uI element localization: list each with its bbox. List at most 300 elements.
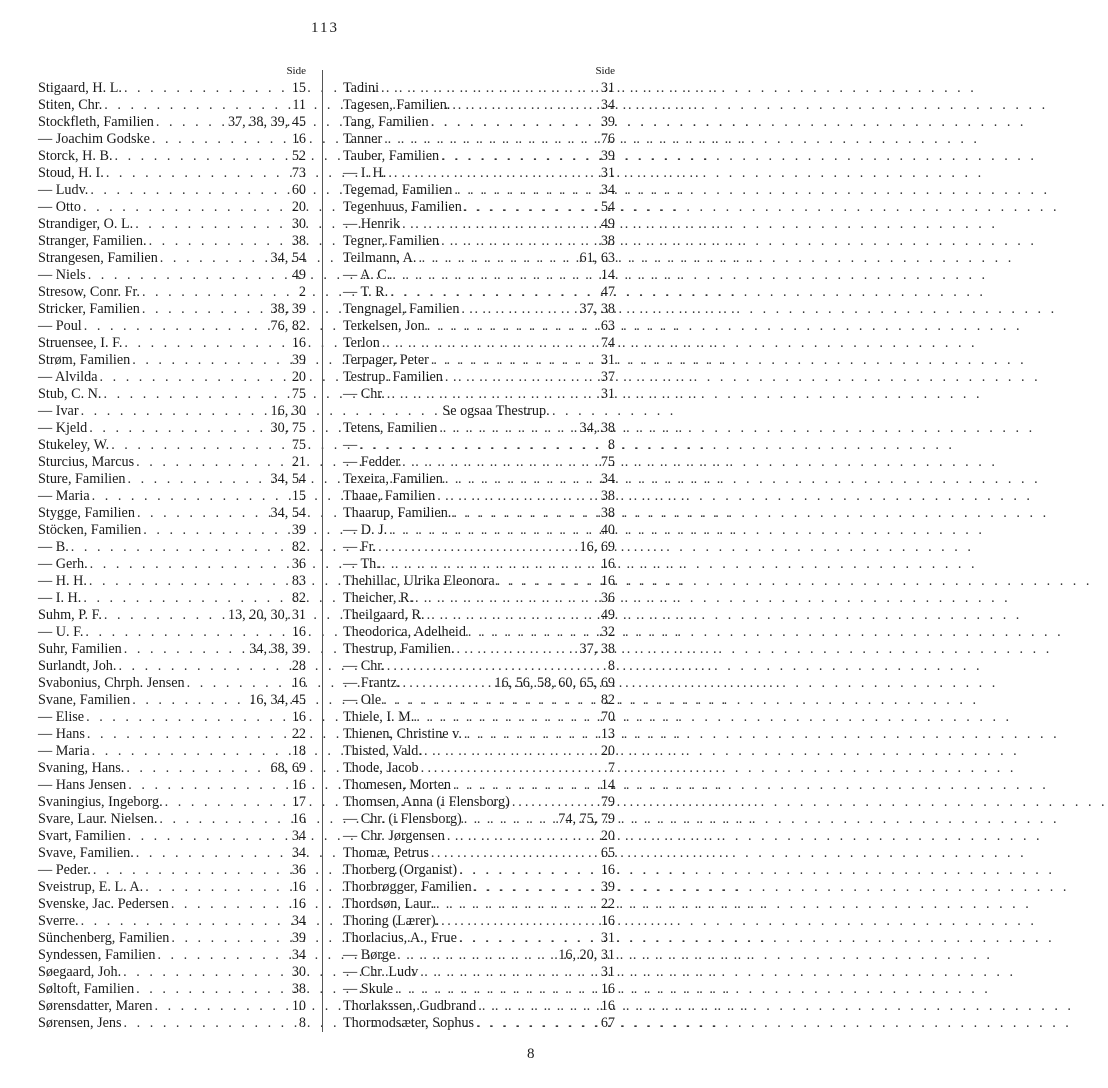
- index-entry: [343, 199, 615, 216]
- index-entry: [343, 964, 615, 981]
- entry-name: — Ivar: [38, 403, 79, 419]
- dot-leader: [387, 386, 598, 403]
- index-entry: [343, 998, 615, 1015]
- dot-leader: [452, 97, 597, 114]
- dot-leader: [464, 811, 555, 828]
- entry-pages: 61, 63: [579, 250, 615, 266]
- index-entry: [38, 437, 306, 454]
- index-entry: [343, 590, 615, 607]
- entry-pages: 82: [600, 692, 615, 708]
- index-entry: [38, 811, 306, 828]
- dot-leader: [83, 590, 288, 607]
- entry-pages: 16: [600, 573, 615, 589]
- entry-pages: 17: [291, 794, 306, 810]
- entry-pages: 79: [600, 794, 615, 810]
- index-entry: [38, 131, 306, 148]
- index-entry: [38, 284, 306, 301]
- dot-leader: [93, 862, 289, 879]
- entry-name: Svart, Familien: [38, 828, 126, 844]
- entry-name: Syndessen, Familien: [38, 947, 156, 963]
- entry-pages: 15: [291, 80, 306, 96]
- entry-pages: 16: [291, 624, 306, 640]
- entry-pages: 34, 54: [270, 250, 306, 266]
- index-entry: [343, 828, 615, 845]
- entry-pages: 28: [291, 658, 306, 674]
- entry-name: Stockfleth, Familien: [38, 114, 154, 130]
- entry-name: Stricker, Familien: [38, 301, 140, 317]
- index-entry: [343, 471, 615, 488]
- index-entry: [343, 862, 615, 879]
- dot-leader: [85, 624, 288, 641]
- index-entry: [343, 131, 615, 148]
- entry-name: Svaningius, Ingeborg.: [38, 794, 163, 810]
- dot-leader: [106, 165, 289, 182]
- entry-pages: 14: [600, 267, 615, 283]
- entry-name: Thorlacius, A., Frue: [343, 930, 457, 946]
- dot-leader: [427, 318, 598, 335]
- index-entry: [343, 352, 615, 369]
- entry-pages: 47: [600, 284, 615, 300]
- entry-name: Thienen, Christine v.: [343, 726, 462, 742]
- index-entry: [38, 930, 306, 947]
- entry-pages: 16: [600, 913, 615, 929]
- dot-leader: [474, 879, 598, 896]
- entry-name: — I. H.: [343, 165, 387, 181]
- column-divider: [322, 70, 323, 1032]
- entry-name: Theicher, R.: [343, 590, 413, 606]
- index-entry: [343, 981, 615, 998]
- dot-leader: [157, 947, 288, 964]
- entry-pages: 16, 56, 58, 60, 65, 69: [494, 675, 615, 691]
- index-entry: [343, 522, 615, 539]
- dot-leader: [88, 267, 289, 284]
- entry-name: Terkelsen, Jon: [343, 318, 425, 334]
- dot-leader: [461, 301, 576, 318]
- entry-name: Strandiger, O. L.: [38, 216, 134, 232]
- entry-name: — Børge: [343, 947, 396, 963]
- index-entry: [38, 471, 306, 488]
- entry-pages: 30: [291, 216, 306, 232]
- entry-pages: 34: [600, 97, 615, 113]
- entry-pages: 31: [600, 352, 615, 368]
- index-entry: [38, 403, 306, 420]
- entry-pages: 13, 20, 30, 31: [227, 607, 306, 623]
- entry-pages: 32: [600, 624, 615, 640]
- index-entry: [38, 1015, 306, 1032]
- entry-name: Svare, Laur. Nielsen.: [38, 811, 158, 827]
- index-entry: [343, 879, 615, 896]
- index-entry: [38, 369, 306, 386]
- dot-leader: [87, 726, 289, 743]
- entry-pages: 38: [291, 981, 306, 997]
- dot-leader: [92, 488, 289, 505]
- dot-leader: [382, 556, 598, 573]
- entry-name: — D. J.: [343, 522, 388, 538]
- dot-leader: [378, 539, 576, 556]
- index-entry: [38, 624, 306, 641]
- dot-leader: [104, 97, 289, 114]
- dot-leader: [464, 199, 598, 216]
- entry-name: Stigaard, H. L.: [38, 80, 122, 96]
- dot-leader: [100, 369, 289, 386]
- dot-leader: [390, 284, 598, 301]
- index-entry: [38, 590, 306, 607]
- dot-leader: [439, 420, 576, 437]
- entry-name: Thorlakssen, Gudbrand: [343, 998, 477, 1014]
- index-entry: [38, 998, 306, 1015]
- index-entry: [38, 488, 306, 505]
- index-entry: [343, 913, 615, 930]
- entry-name: Se ogsaa Thestrup.: [442, 403, 550, 419]
- entry-pages: 39: [600, 879, 615, 895]
- index-entry: [38, 148, 306, 165]
- entry-pages: 74: [600, 335, 615, 351]
- entry-pages: 16: [291, 335, 306, 351]
- entry-name: Thoring (Lærer).: [343, 913, 440, 929]
- entry-pages: 16, 20, 31: [558, 947, 615, 963]
- index-entry: [38, 964, 306, 981]
- entry-name: — T. R.: [343, 284, 389, 300]
- index-entry: [38, 352, 306, 369]
- index-entry: [38, 165, 306, 182]
- entry-name: Sverre.: [38, 913, 79, 929]
- dot-leader: [468, 624, 598, 641]
- entry-name: — Henrik: [343, 216, 401, 232]
- index-column-right: [343, 62, 615, 1047]
- index-entry: [38, 760, 306, 777]
- entry-name: Stiten, Chr.: [38, 97, 103, 113]
- dot-leader: [512, 794, 598, 811]
- entry-name: Thorberg (Organist): [343, 862, 458, 878]
- entry-pages: 38: [600, 505, 615, 521]
- dot-leader: [71, 539, 289, 556]
- entry-pages: 30: [291, 964, 306, 980]
- index-entry: [343, 318, 615, 335]
- index-entry: [343, 505, 615, 522]
- entry-name: Tang, Familien: [343, 114, 429, 130]
- index-entry: [343, 420, 615, 437]
- index-entry: [343, 437, 615, 454]
- index-entry: [343, 811, 615, 828]
- entry-name: — Chr.: [343, 658, 385, 674]
- dot-leader: [424, 743, 598, 760]
- entry-name: Theodorica, Adelheid: [343, 624, 466, 640]
- entry-pages: 34, 54: [270, 505, 306, 521]
- entry-name: Texeira, Familien: [343, 471, 443, 487]
- dot-leader: [418, 250, 576, 267]
- entry-pages: 8: [607, 658, 615, 674]
- entry-pages: 16: [291, 896, 306, 912]
- dot-leader: [437, 488, 598, 505]
- entry-pages: 75: [291, 437, 306, 453]
- index-entry: [38, 80, 306, 97]
- index-entry: [343, 573, 615, 590]
- entry-pages: 40: [600, 522, 615, 538]
- index-entry: [38, 709, 306, 726]
- dot-leader: [81, 403, 268, 420]
- index-entry: [343, 947, 615, 964]
- entry-name: Sturcius, Marcus: [38, 454, 135, 470]
- entry-name: — Joachim Godske: [38, 131, 150, 147]
- index-entry: [38, 199, 306, 216]
- dot-leader: [403, 675, 492, 692]
- dot-leader: [459, 930, 598, 947]
- entry-pages: 16: [291, 131, 306, 147]
- entry-name: Søegaard, Joh.: [38, 964, 122, 980]
- index-entry: [343, 454, 615, 471]
- entry-name: Søltoft, Familien: [38, 981, 135, 997]
- entry-pages: 76, 82: [270, 318, 306, 334]
- entry-name: — Alvilda: [38, 369, 98, 385]
- entry-name: Terpager, Peter: [343, 352, 429, 368]
- dot-leader: [137, 505, 268, 522]
- dot-leader: [457, 641, 577, 658]
- entry-pages: 34, 54: [270, 471, 306, 487]
- entry-pages: 34: [600, 182, 615, 198]
- dot-leader: [381, 80, 598, 97]
- dot-leader: [127, 471, 267, 488]
- entry-pages: 34: [600, 471, 615, 487]
- entry-name: Tetens, Familien: [343, 420, 438, 436]
- entry-pages: 11: [292, 97, 306, 113]
- entry-list: [343, 80, 615, 1032]
- index-entry: [343, 1015, 615, 1032]
- entry-name: Svaning, Hans.: [38, 760, 125, 776]
- index-entry: [38, 454, 306, 471]
- index-entry: [38, 794, 306, 811]
- index-entry: [343, 675, 615, 692]
- entry-name: — Maria: [38, 488, 90, 504]
- entry-name: Suhm, P. F.: [38, 607, 102, 623]
- entry-name: — H. H.: [38, 573, 87, 589]
- entry-name: — Fr.: [343, 539, 377, 555]
- entry-pages: 36: [291, 556, 306, 572]
- entry-pages: 13: [600, 726, 615, 742]
- index-entry: [38, 913, 306, 930]
- entry-name: Tauber, Familien: [343, 148, 440, 164]
- entry-name: — Skule: [343, 981, 394, 997]
- dot-leader: [441, 913, 598, 930]
- entry-name: Sørensen, Jens: [38, 1015, 122, 1031]
- entry-pages: 37, 38: [579, 641, 615, 657]
- dot-leader: [123, 964, 289, 981]
- dot-leader: [114, 148, 288, 165]
- index-entry: [38, 318, 306, 335]
- dot-leader: [415, 590, 598, 607]
- dot-leader: [142, 301, 268, 318]
- entry-pages: 16: [600, 862, 615, 878]
- dot-leader: [397, 947, 555, 964]
- entry-pages: 75: [600, 454, 615, 470]
- index-entry: [343, 488, 615, 505]
- entry-pages: 16: [291, 675, 306, 691]
- index-entry: [343, 284, 615, 301]
- entry-name: Tadini: [343, 80, 380, 96]
- entry-pages: 70: [600, 709, 615, 725]
- entry-name: — Fedder: [343, 454, 401, 470]
- index-entry: [343, 794, 615, 811]
- index-entry: [38, 182, 306, 199]
- dot-leader: [497, 573, 598, 590]
- entry-pages: 16: [291, 879, 306, 895]
- entry-pages: 68, 69: [270, 760, 306, 776]
- dot-leader: [476, 1015, 598, 1032]
- dot-leader: [132, 692, 246, 709]
- entry-pages: 10: [291, 998, 306, 1014]
- dot-leader: [453, 777, 598, 794]
- index-entry: [38, 522, 306, 539]
- dot-leader: [441, 148, 598, 165]
- index-entry: [38, 743, 306, 760]
- entry-name: Thomsen, Anna (i Flensborg): [343, 794, 510, 810]
- entry-name: — Niels: [38, 267, 86, 283]
- dot-leader: [392, 267, 598, 284]
- entry-name: — U. F.: [38, 624, 84, 640]
- dot-leader: [464, 726, 598, 743]
- entry-name: Thehillac, Ulrika Eleonora: [343, 573, 495, 589]
- index-entry: [343, 556, 615, 573]
- index-entry: [38, 573, 306, 590]
- entry-name: Sørensdatter, Maren: [38, 998, 153, 1014]
- entry-name: Thomesen, Morten: [343, 777, 451, 793]
- page-number: 113: [311, 20, 339, 36]
- index-entry: [38, 896, 306, 913]
- dot-leader: [445, 369, 598, 386]
- entry-pages: 21: [291, 454, 306, 470]
- dot-leader: [478, 998, 598, 1015]
- dot-leader: [83, 199, 289, 216]
- index-entry: [343, 148, 615, 165]
- entry-name: Tengnagel, Familien: [343, 301, 460, 317]
- entry-name: — Ludv.: [38, 182, 89, 198]
- entry-name: Theilgaard, R.: [343, 607, 425, 623]
- dot-leader: [187, 675, 289, 692]
- dot-leader: [127, 828, 288, 845]
- dot-leader: [165, 794, 289, 811]
- index-entry: [38, 505, 306, 522]
- entry-pages: 16, 69: [579, 539, 615, 555]
- index-entry: [38, 675, 306, 692]
- entry-pages: 82: [291, 590, 306, 606]
- entry-name: Surlandt, Joh.: [38, 658, 117, 674]
- dot-leader: [389, 522, 598, 539]
- entry-pages: 16: [291, 777, 306, 793]
- dot-leader: [459, 862, 598, 879]
- index-entry: [343, 845, 615, 862]
- dot-leader: [124, 641, 246, 658]
- dot-leader: [103, 386, 288, 403]
- entry-pages: 31: [600, 80, 615, 96]
- dot-leader: [445, 471, 598, 488]
- entry-pages: 31: [600, 165, 615, 181]
- dot-leader: [454, 182, 597, 199]
- index-entry: [343, 369, 615, 386]
- entry-pages: 74, 75, 79: [558, 811, 615, 827]
- index-entry: [343, 216, 615, 233]
- index-entry: [38, 301, 306, 318]
- entry-pages: 75: [291, 386, 306, 402]
- index-entry: [38, 658, 306, 675]
- entry-name: Thisted, Vald.: [343, 743, 422, 759]
- entry-name: Thaarup, Familien.: [343, 505, 452, 521]
- index-entry: [38, 879, 306, 896]
- entry-pages: 60: [291, 182, 306, 198]
- index-entry: [38, 828, 306, 845]
- entry-name: — Chr. Jørgensen: [343, 828, 445, 844]
- index-entry: [343, 539, 615, 556]
- entry-name: — A. C.: [343, 267, 391, 283]
- dot-leader: [132, 352, 289, 369]
- entry-pages: 16, 34, 45: [249, 692, 306, 708]
- index-entry: [343, 97, 615, 114]
- index-entry: [343, 607, 615, 624]
- index-column-left: [38, 62, 306, 1047]
- entry-pages: 16: [291, 709, 306, 725]
- index-entry: [38, 947, 306, 964]
- entry-name: Stub, C. N.: [38, 386, 102, 402]
- dot-leader: [152, 131, 289, 148]
- entry-name: Stygge, Familien: [38, 505, 135, 521]
- entry-pages: 49: [291, 267, 306, 283]
- entry-name: — Elise: [38, 709, 85, 725]
- entry-pages: 22: [291, 726, 306, 742]
- index-entry: [38, 539, 306, 556]
- dot-leader: [156, 114, 225, 131]
- entry-name: Svane, Familien: [38, 692, 131, 708]
- entry-pages: 39: [291, 352, 306, 368]
- entry-name: Svave, Familien.: [38, 845, 134, 861]
- index-entry: [343, 165, 615, 182]
- entry-pages: 16: [600, 981, 615, 997]
- entry-name: — Poul: [38, 318, 82, 334]
- column-header: Side: [595, 65, 615, 77]
- dot-leader: [441, 233, 598, 250]
- dot-leader: [81, 913, 289, 930]
- entry-name: —: [343, 437, 358, 453]
- entry-pages: 20: [291, 369, 306, 385]
- index-entry: [38, 233, 306, 250]
- entry-name: — Th.: [343, 556, 380, 572]
- entry-pages: 73: [291, 165, 306, 181]
- entry-pages: 34, 38, 39: [249, 641, 306, 657]
- dot-leader: [111, 437, 289, 454]
- entry-pages: 83: [291, 573, 306, 589]
- entry-pages: 20: [600, 828, 615, 844]
- entry-name: Suhr, Familien: [38, 641, 122, 657]
- dot-leader: [142, 284, 296, 301]
- dot-leader: [160, 250, 268, 267]
- entry-pages: 31: [600, 964, 615, 980]
- dot-leader: [124, 80, 289, 97]
- index-entry: [343, 386, 615, 403]
- entry-name: — Ole: [343, 692, 382, 708]
- entry-name: Tegenhuus, Familien: [343, 199, 462, 215]
- entry-name: Tegemad, Familien: [343, 182, 453, 198]
- entry-name: Stoud, H. I.: [38, 165, 104, 181]
- entry-name: Svabonius, Chrph. Jensen: [38, 675, 185, 691]
- entry-pages: 15: [291, 488, 306, 504]
- entry-name: Svenske, Jac. Pedersen: [38, 896, 169, 912]
- entry-pages: 52: [291, 148, 306, 164]
- dot-leader: [359, 437, 605, 454]
- index-entry: [343, 641, 615, 658]
- dot-leader: [136, 981, 289, 998]
- index-entry: [38, 607, 306, 624]
- entry-pages: 7: [607, 760, 615, 776]
- entry-pages: 30, 75: [270, 420, 306, 436]
- index-entry: [38, 267, 306, 284]
- index-entry: [38, 641, 306, 658]
